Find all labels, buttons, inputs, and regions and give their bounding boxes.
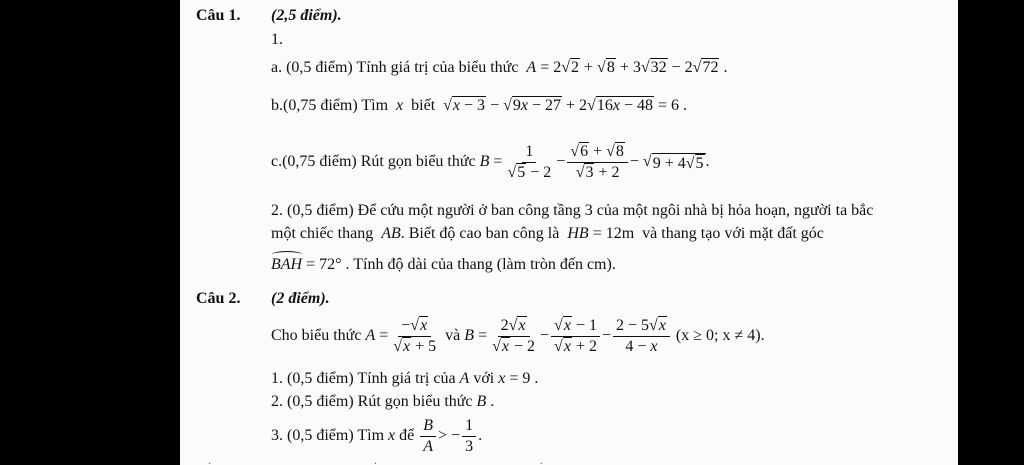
question-2-3: 3. (0,5 điểm) Tìm x để $\frac{B}{A}$ > − $\frac{1}{3}$ .: [271, 416, 483, 455]
part-1-label: 1.: [271, 31, 283, 48]
part-2-line-2: một chiếc thang AB. Biết độ cao ban công là HB = 12m và thang tạo với mặt đất góc: [271, 225, 824, 242]
question-1a-label: a. (0,5 điểm) Tính giá trị của biểu thức: [271, 59, 519, 76]
document-page: [180, 0, 958, 465]
part-2-line-1: 2. (0,5 điểm) Để cứu một người ở ban công tầng 3 của một ngôi nhà bị hỏa hoạn, người ta bắc: [271, 202, 874, 219]
question-2-1: 1. (0,5 điểm) Tính giá trị của A với x = 9 .: [271, 370, 539, 387]
question-1c: [271, 138, 710, 186]
formula-1c: B = $\frac{1}{√5 - 2}$ − $\frac{√6 + √8}{√3 + 2}$ − √ 9 + 4√5 .: [479, 142, 710, 181]
variable-x: x: [392, 97, 408, 114]
question-1-points: (2,5 điểm).: [271, 7, 342, 24]
domain-condition: (x ≥ 0; x ≠ 4).: [675, 327, 765, 344]
question-2-2: 2. (0,5 điểm) Rút gọn biểu thức B .: [271, 393, 495, 410]
page-edge-marks: · · ·: [208, 459, 623, 465]
question-1-title: Câu 1.: [196, 7, 241, 24]
question-2-points: (2 điểm).: [271, 290, 330, 307]
question-2-title: Câu 2.: [196, 290, 241, 307]
question-2-expression: Cho biểu thức A = $\frac{-√x}{√x + 5}$ và B = $\frac{2√x}{√x - 2}$ − $\frac{√x - 1}{√x + 2}$ − $\frac{2 - 5√x}{4 - x}$ (x ≥ 0; x ≠ 4).: [271, 316, 765, 355]
formula-1a: A = 2√2 + √8 + 3√32 − 2√72 .: [526, 59, 728, 76]
question-1b-label-2: biết: [411, 97, 436, 114]
question-1a: [271, 58, 727, 78]
formula-1b: √x − 3 − √9x − 27 + 2√16x − 48 = 6 .: [439, 97, 687, 114]
question-1b: [271, 96, 687, 116]
question-1c-label: c.(0,75 điểm) Rút gọn biểu thức: [271, 153, 476, 170]
question-1b-label: b.(0,75 điểm) Tìm: [271, 97, 389, 114]
part-2-line-3: BAH = 72° . Tính độ dài của thang (làm tròn đến cm).: [271, 255, 616, 275]
angle-bah: BAH: [271, 255, 302, 275]
